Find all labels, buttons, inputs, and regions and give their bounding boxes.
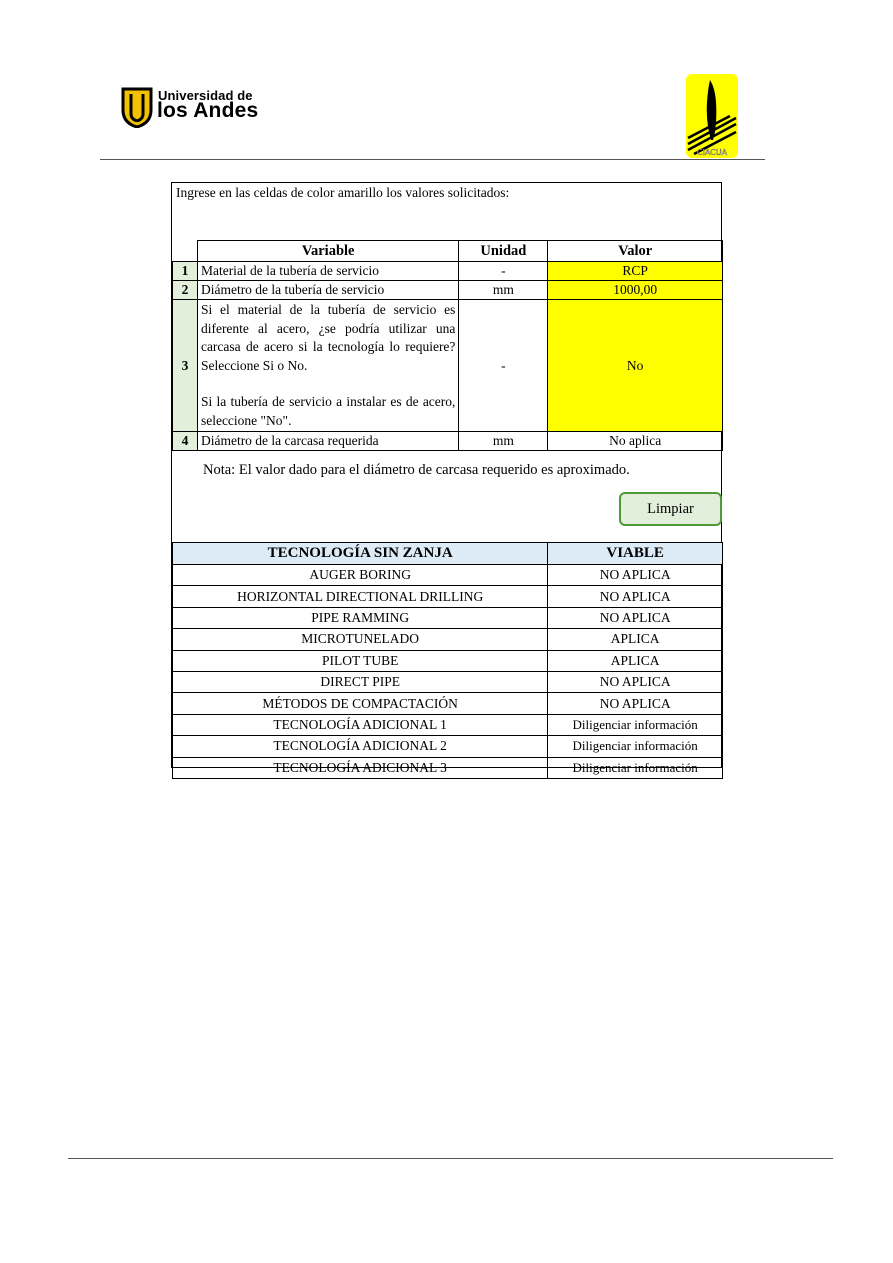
- column-header-variable: Variable: [197, 241, 458, 262]
- technology-table: [172, 542, 723, 779]
- header-divider: [100, 159, 765, 160]
- unit-cell: -: [459, 300, 548, 432]
- footer-divider: [68, 1158, 833, 1159]
- ciacua-logo-text: CIACUA: [696, 148, 728, 157]
- table-row: [173, 262, 723, 281]
- table-row: [173, 586, 723, 607]
- technology-name: DIRECT PIPE: [173, 671, 548, 692]
- viability-status: Diligenciar información: [548, 714, 723, 735]
- technology-name: PIPE RAMMING: [173, 607, 548, 628]
- limpiar-button[interactable]: Limpiar: [619, 492, 722, 526]
- technology-name: AUGER BORING: [173, 565, 548, 586]
- universidad-de-los-andes-logo: [120, 86, 260, 128]
- variable-paragraph-2: Si la tubería de servicio a instalar es de acero, seleccione "No".: [200, 394, 456, 428]
- technology-name: HORIZONTAL DIRECTIONAL DRILLING: [173, 586, 548, 607]
- column-header-tecnologia: TECNOLOGÍA SIN ZANJA: [173, 543, 548, 565]
- table-row: [173, 650, 723, 671]
- variable-cell: [197, 300, 458, 432]
- material-input-cell[interactable]: RCP: [548, 262, 723, 281]
- column-header-viable: VIABLE: [548, 543, 723, 565]
- technology-name: TECNOLOGÍA ADICIONAL 1: [173, 714, 548, 735]
- viability-status: NO APLICA: [548, 671, 723, 692]
- table-row: [173, 693, 723, 714]
- viability-status: NO APLICA: [548, 586, 723, 607]
- viability-status: NO APLICA: [548, 693, 723, 714]
- variable-paragraph-1: Si el material de la tubería de servicio es diferente al acero, ¿se podría utilizar una carcasa de acero si la tecnología lo requiere? Seleccione Si o No.: [200, 302, 456, 373]
- row-number: 1: [173, 262, 198, 281]
- casing-diameter-result: No aplica: [548, 432, 723, 451]
- input-table: [172, 240, 723, 451]
- viability-status: Diligenciar información: [548, 757, 723, 778]
- column-header-unidad: Unidad: [459, 241, 548, 262]
- technology-name: MICROTUNELADO: [173, 629, 548, 650]
- header-blank: [173, 241, 198, 262]
- viability-status: NO APLICA: [548, 607, 723, 628]
- viability-status: APLICA: [548, 650, 723, 671]
- note-text: Nota: El valor dado para el diámetro de carcasa requerido es aproximado.: [203, 462, 630, 478]
- table-row: [173, 300, 723, 432]
- row-number: 2: [173, 281, 198, 300]
- table-row: [173, 736, 723, 757]
- technology-name: MÉTODOS DE COMPACTACIÓN: [173, 693, 548, 714]
- variable-cell: Diámetro de la tubería de servicio: [197, 281, 458, 300]
- table-row: [173, 629, 723, 650]
- technology-name: PILOT TUBE: [173, 650, 548, 671]
- row-number: 3: [173, 300, 198, 432]
- table-row: [173, 757, 723, 778]
- table-row: [173, 607, 723, 628]
- steel-casing-select-cell[interactable]: No: [548, 300, 723, 432]
- logo-text-line1: Universidad de: [158, 88, 253, 103]
- table-row: [173, 432, 723, 451]
- ciacua-logo: [686, 74, 738, 158]
- logo-text-line2: los Andes: [157, 99, 259, 122]
- table-row: [173, 565, 723, 586]
- input-table-header: [173, 241, 723, 262]
- variable-cell: Diámetro de la carcasa requerida: [197, 432, 458, 451]
- technology-table-header: [173, 543, 723, 565]
- row-number: 4: [173, 432, 198, 451]
- uniandes-shield-icon: [120, 86, 154, 128]
- unit-cell: mm: [459, 281, 548, 300]
- unit-cell: mm: [459, 432, 548, 451]
- unit-cell: -: [459, 262, 548, 281]
- diameter-input-cell[interactable]: 1000,00: [548, 281, 723, 300]
- table-row: [173, 281, 723, 300]
- column-header-valor: Valor: [548, 241, 723, 262]
- instruction-text: Ingrese en las celdas de color amarillo los valores solicitados:: [176, 185, 510, 200]
- technology-name: TECNOLOGÍA ADICIONAL 3: [173, 757, 548, 778]
- viability-status: Diligenciar información: [548, 736, 723, 757]
- table-row: [173, 671, 723, 692]
- spreadsheet-form: [171, 182, 722, 775]
- viability-status: APLICA: [548, 629, 723, 650]
- table-row: [173, 714, 723, 735]
- technology-name: TECNOLOGÍA ADICIONAL 2: [173, 736, 548, 757]
- variable-cell: Material de la tubería de servicio: [197, 262, 458, 281]
- viability-status: NO APLICA: [548, 565, 723, 586]
